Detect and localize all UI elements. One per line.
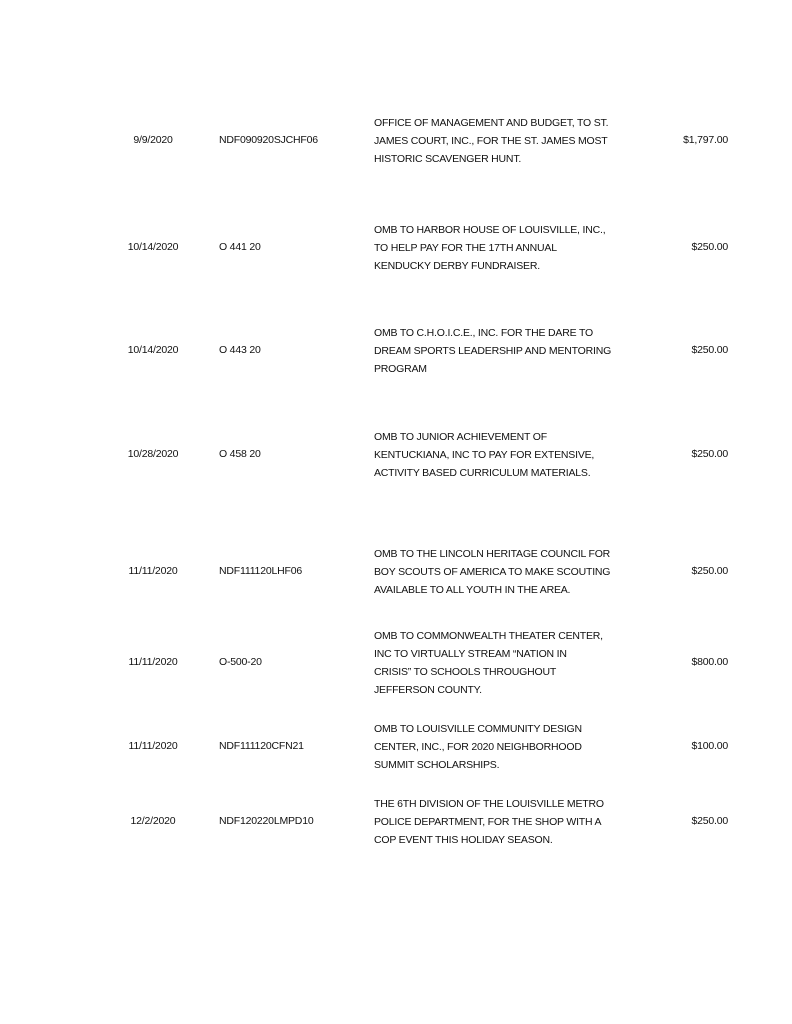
row-amount: $100.00 [691,740,728,752]
row-description: OMB TO LOUISVILLE COMMUNITY DESIGN CENTER, INC., FOR 2020 NEIGHBORHOOD SUMMIT SCHOLARSHIPS. [374,723,582,771]
row-description: OMB TO C.H.O.I.C.E., INC. FOR THE DARE TO DREAM SPORTS LEADERSHIP AND MENTORING PROGRAM [374,327,612,375]
row-reference: NDF090920SJCHF06 [219,134,318,146]
row-date: 10/28/2020 [127,448,179,460]
row-amount: $250.00 [691,565,728,577]
row-date: 11/11/2020 [128,740,178,752]
row-description: OFFICE OF MANAGEMENT AND BUDGET, TO ST. JAMES COURT, INC., FOR THE ST. JAMES MOST HISTORIC SCAVENGER HUNT. [374,117,609,165]
row-amount: $250.00 [691,241,728,253]
row-date: 10/14/2020 [127,344,179,356]
row-reference: NDF111120LHF06 [219,565,302,577]
row-amount: $1,797.00 [683,134,728,146]
row-date: 10/14/2020 [127,241,179,253]
row-date: 11/11/2020 [128,565,178,577]
row-date: 12/2/2020 [130,815,176,827]
row-reference: NDF120220LMPD10 [219,815,314,827]
row-description: OMB TO THE LINCOLN HERITAGE COUNCIL FOR BOY SCOUTS OF AMERICA TO MAKE SCOUTING AVAILABLE TO ALL YOUTH IN THE AREA. [374,548,611,596]
row-amount: $250.00 [691,448,728,460]
row-date: 11/11/2020 [128,656,178,668]
row-description: OMB TO JUNIOR ACHIEVEMENT OF KENTUCKIANA, INC TO PAY FOR EXTENSIVE, ACTIVITY BASED CURRICULUM MATERIALS. [374,431,595,479]
row-reference: O 458 20 [219,448,261,460]
row-reference: NDF111120CFN21 [219,740,304,752]
row-amount: $250.00 [691,815,728,827]
row-description: OMB TO COMMONWEALTH THEATER CENTER, INC TO VIRTUALLY STREAM “NATION IN CRISIS” TO SCHOOLS THROUGHOUT JEFFERSON COUNTY. [374,630,603,696]
row-description: OMB TO HARBOR HOUSE OF LOUISVILLE, INC., TO HELP PAY FOR THE 17TH ANNUAL KENDUCKY DERBY FUNDRAISER. [374,224,606,272]
row-date: 9/9/2020 [133,134,173,146]
row-reference: O 443 20 [219,344,261,356]
row-description: THE 6TH DIVISION OF THE LOUISVILLE METRO POLICE DEPARTMENT, FOR THE SHOP WITH A COP EVENT THIS HOLIDAY SEASON. [374,798,604,846]
row-amount: $800.00 [691,656,728,668]
row-reference: O-500-20 [219,656,262,668]
row-amount: $250.00 [691,344,728,356]
row-reference: O 441 20 [219,241,261,253]
